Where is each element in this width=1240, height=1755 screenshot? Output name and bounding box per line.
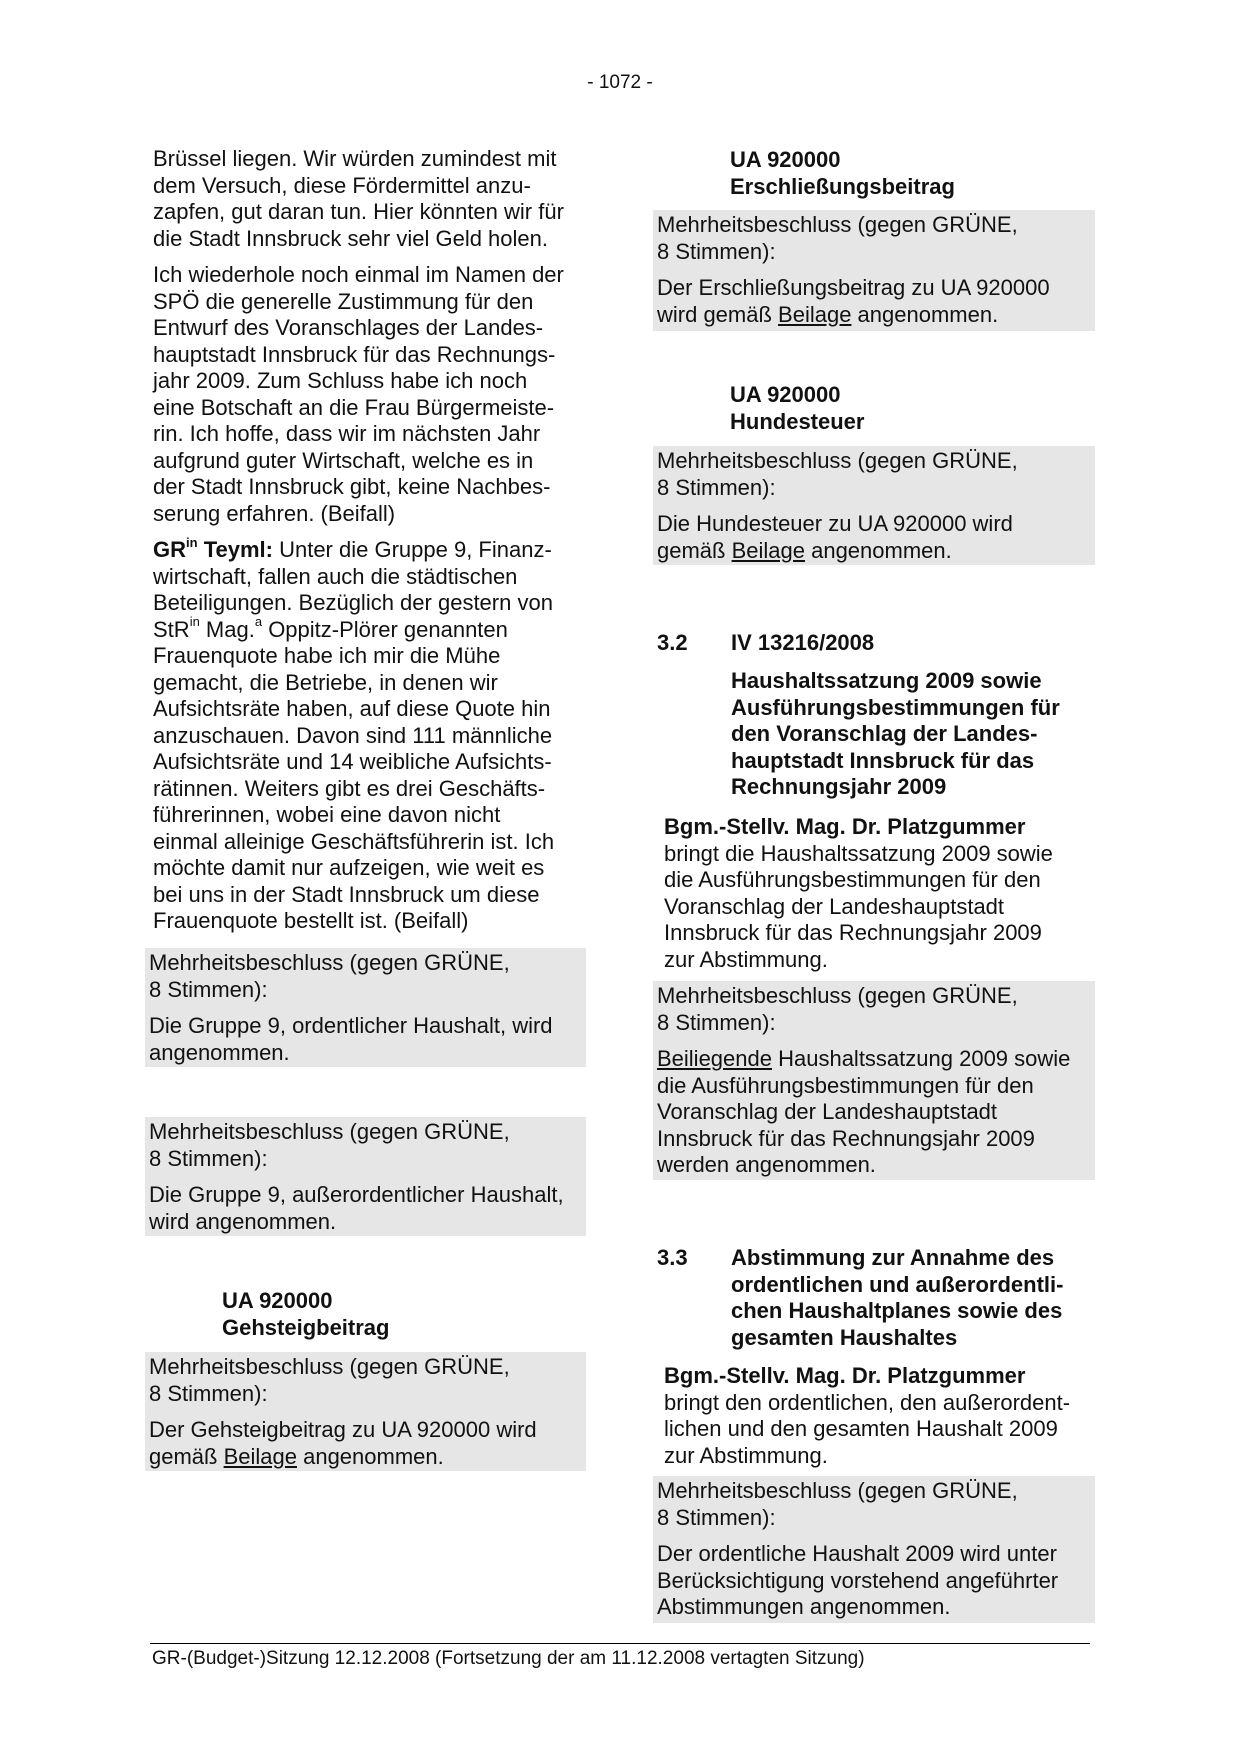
- footer-divider: [150, 1643, 1090, 1644]
- section-3-3-title: Abstimmung zur Annahme des ordentlichen und außerordentli- chen Haushaltplanes sowie des gesamten Haushaltes: [731, 1245, 1064, 1350]
- paragraph-2: Ich wiederhole noch einmal im Namen der SPÖ die generelle Zustimmung für den Entwurf des Voranschlages der Landes- hauptstadt Innsbruck für das Rechnungs- jahr 2009. Zum Schluss habe ich noch eine Botschaft an die Frau Bürgermeiste- rin. Ich hoffe, dass wir im nächsten Jahr aufgrund guter Wirtschaft, welche es in der Stadt Innsbruck gibt, keine Nachbes- serung erfahren. (Beifall): [153, 262, 564, 526]
- resolution-box-gesamthaushalt: Mehrheitsbeschluss (gegen GRÜNE, 8 Stimmen): Der ordentliche Haushalt 2009 wird unter Berücksichtigung vorstehend angeführter Abstimmungen angenommen.: [653, 1476, 1095, 1623]
- speaker-platzgummer-1: Bgm.-Stellv. Mag. Dr. Platzgummer bringt die Haushaltssatzung 2009 sowie die Ausführungsbestimmungen für den Voranschlag der Landeshauptstadt Innsbruck für das Rechnungsjahr 2009 zur Abstimmung.: [664, 814, 1053, 972]
- section-3-2-title: Haushaltssatzung 2009 sowie Ausführungsbestimmungen für den Voranschlag der Landes- hauptstadt Innsbruck für das Rechnungsjahr 2009: [731, 668, 1060, 799]
- resolution-box-group9-ordinary: Mehrheitsbeschluss (gegen GRÜNE, 8 Stimmen): Die Gruppe 9, ordentlicher Haushalt, wird angenommen.: [145, 948, 586, 1067]
- heading-hundesteuer: UA 920000 Hundesteuer: [730, 382, 865, 434]
- footer: GR-(Budget-)Sitzung 12.12.2008 (Fortsetzung der am 11.12.2008 vertagten Sitzung): [152, 1648, 865, 1669]
- resolution-box-hundesteuer: Mehrheitsbeschluss (gegen GRÜNE, 8 Stimmen): Die Hundesteuer zu UA 920000 wird gemäß Beilage angenommen.: [653, 446, 1095, 565]
- paragraph-1: Brüssel liegen. Wir würden zumindest mit dem Versuch, diese Fördermittel anzu- zapfen, gut daran tun. Hier könnten wir für die Stadt Innsbruck sehr viel Geld holen.: [153, 146, 564, 251]
- resolution-box-group9-extraordinary: Mehrheitsbeschluss (gegen GRÜNE, 8 Stimmen): Die Gruppe 9, außerordentlicher Haushalt, wird angenommen.: [145, 1117, 586, 1236]
- heading-erschliessungsbeitrag: UA 920000 Erschließungsbeitrag: [730, 147, 955, 199]
- section-3-3-header: 3.3: [657, 1245, 688, 1270]
- resolution-box-erschliessungsbeitrag: Mehrheitsbeschluss (gegen GRÜNE, 8 Stimmen): Der Erschließungsbeitrag zu UA 920000 wird gemäß Beilage angenommen.: [653, 210, 1095, 331]
- resolution-box-haushaltssatzung: Mehrheitsbeschluss (gegen GRÜNE, 8 Stimmen): Beiliegende Haushaltssatzung 2009 sowie die Ausführungsbestimmungen für den Voranschlag der Landeshauptstadt Innsbruck für das Rechnungsjahr 2009 werden angenommen.: [653, 981, 1095, 1180]
- left-column-text: [153, 146, 585, 935]
- speaker-teyml: $GR^{in}$ Teyml:: [153, 534, 273, 562]
- beilage-link: Beilage: [223, 1443, 297, 1469]
- paragraph-teyml: $GR^{in}$ Teyml: Unter die Gruppe 9, Finanz- wirtschaft, fallen auch die städtischen Beteiligungen. Bezüglich der gestern von StR$^{in}$ Mag.$^a$ Oppitz-Plörer genannten Frauenquote habe ich mir die Mühe gemacht, die Betriebe, in denen wir Aufsichtsräte haben, auf diese Quote hin anzuschauen. Davon sind 111 männliche Aufsichtsräte und 14 weibliche Aufsichts- rätinnen. Weiters gibt es drei Geschäfts- führerinnen, wobei eine davon nicht einmal alleinige Geschäftsführerin ist. Ich möchte damit nur aufzeigen, wie weit es bei uns in der Stadt Innsbruck um diese Frauenquote bestellt ist. (Beifall): [153, 534, 555, 933]
- section-3-2-header: 3.2 IV 13216/2008: [657, 630, 875, 655]
- heading-gehsteigbeitrag: UA 920000 Gehsteigbeitrag: [222, 1288, 390, 1340]
- speaker-platzgummer-2: Bgm.-Stellv. Mag. Dr. Platzgummer bringt den ordentlichen, den außerordent- lichen und den gesamten Haushalt 2009 zur Abstimmung.: [664, 1363, 1071, 1468]
- page-number: - 1072 -: [587, 72, 653, 93]
- resolution-box-gehsteigbeitrag: Mehrheitsbeschluss (gegen GRÜNE, 8 Stimmen): Der Gehsteigbeitrag zu UA 920000 wird gemäß Beilage angenommen.: [145, 1352, 586, 1471]
